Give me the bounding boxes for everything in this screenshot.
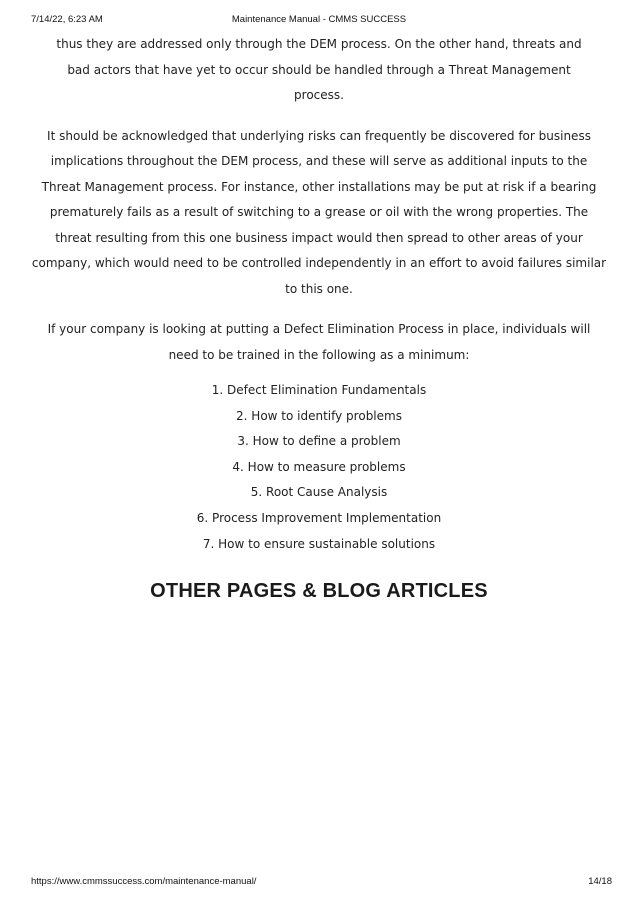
print-page-title: Maintenance Manual - CMMS SUCCESS	[231, 14, 407, 25]
training-list-item: 6. Process Improvement Implementation	[196, 510, 442, 525]
print-url[interactable]: https://www.cmmssuccess.com/maintenance-manual/	[31, 876, 257, 887]
training-list-item: 5. Root Cause Analysis	[250, 485, 388, 500]
training-list-item: 3. How to define a problem	[237, 434, 401, 449]
print-datetime: 7/14/22, 6:23 AM	[31, 14, 103, 25]
training-list-item: 4. How to measure problems	[232, 459, 406, 474]
paragraph-dem-threats: thus they are addressed only through the DEM process. On the other hand, threats and bad actors that have yet to occur should be handled through a Threat Management process.	[56, 37, 582, 102]
paragraph-training-intro: If your company is looking at putting a Defect Elimination Process in place, individuals will need to be trained in the following as a minimum:	[47, 322, 591, 362]
training-list-item: 1. Defect Elimination Fundamentals	[211, 383, 427, 397]
article-content	[30, 32, 608, 605]
print-footer	[0, 876, 638, 890]
training-list-item: 2. How to identify problems	[236, 408, 402, 423]
training-list-item: 7. How to ensure sustainable solutions	[202, 536, 436, 551]
print-page-number: 14/18	[588, 876, 612, 887]
paragraph-underlying-risks: It should be acknowledged that underlying risks can frequently be discovered for business implications throughout the DEM process, and these will serve as additional inputs to the Threat Management process. For instance, other installations may be put at risk if a bearing prematurely fails as a result of switching to a grease or oil with the wrong properties. The threat resulting from this one business impact would then spread to other areas of your company, which would need to be controlled independently in an effort to avoid failures similar to this one.	[31, 128, 607, 296]
section-heading-other-pages: OTHER PAGES & BLOG ARTICLES	[150, 580, 488, 603]
print-header	[0, 14, 638, 28]
training-list	[30, 378, 608, 557]
